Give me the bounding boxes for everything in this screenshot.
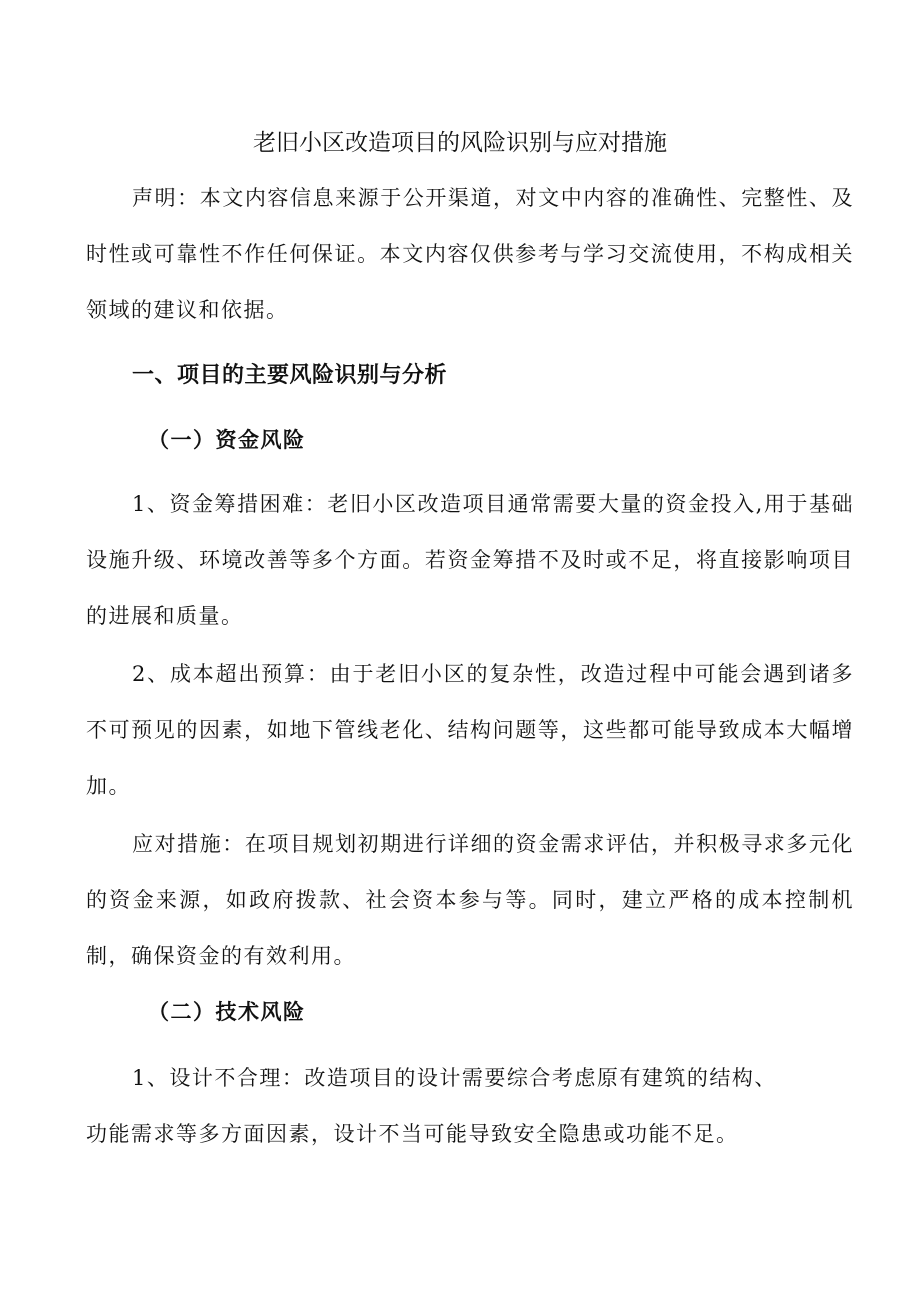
paragraph-cost-overrun: 2、成本超出预算：由于老旧小区的复杂性，改造过程中可能会遇到诸多不可预见的因素，如地下管线老化、结构问题等，这些都可能导致成本大幅增加。	[86, 662, 854, 798]
paragraph-design-line1: 1、设计不合理：改造项目的设计需要综合考虑原有建筑的结构、	[132, 1066, 777, 1090]
subsection-heading-funding-risk: （一）资金风险	[148, 427, 306, 452]
section-heading-risk-identification: 一、项目的主要风险识别与分析	[132, 363, 448, 388]
paragraph-funding-difficulty: 1、资金筹措困难：老旧小区改造项目通常需要大量的资金投入,用于基础设施升级、环境改善等多个方面。若资金筹措不及时或不足，将直接影响项目的进展和质量。	[86, 492, 854, 628]
disclaimer-paragraph: 声明：本文内容信息来源于公开渠道，对文中内容的准确性、完整性、及时性或可靠性不作任何保证。本文内容仅供参考与学习交流使用，不构成相关领域的建议和依据。	[86, 186, 854, 322]
document-title: 老旧小区改造项目的风险识别与应对措施	[253, 130, 667, 156]
paragraph-countermeasures: 应对措施：在项目规划初期进行详细的资金需求评估，并积极寻求多元化的资金来源，如政府拨款、社会资本参与等。同时，建立严格的成本控制机制，确保资金的有效利用。	[86, 832, 854, 968]
subsection-heading-technical-risk: （二）技术风险	[148, 999, 306, 1024]
paragraph-design-line2: 功能需求等多方面因素，设计不当可能导致安全隐患或功能不足。	[86, 1122, 739, 1146]
